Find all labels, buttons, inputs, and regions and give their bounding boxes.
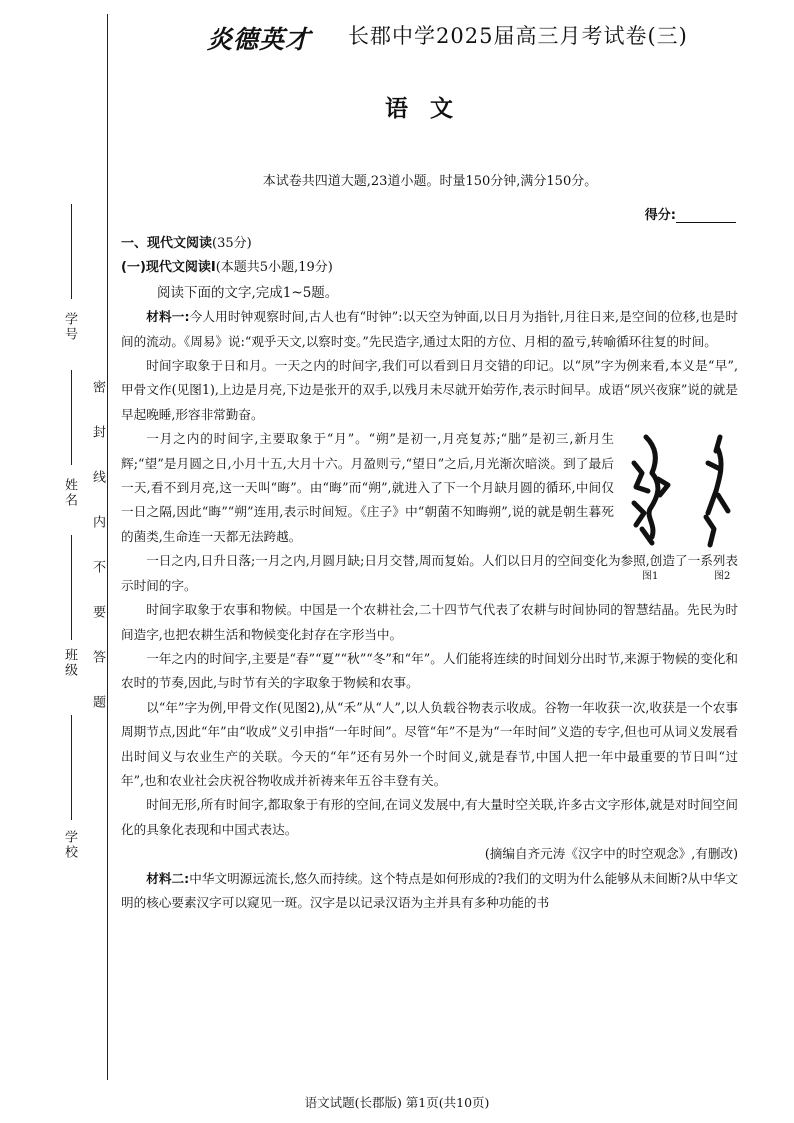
paragraph: 时间字取象于农事和物候。中国是一个农耕社会,二十四节气代表了农耕与时间协同的智慧结晶。先民为时间造字,也把农耕生活和物候变化封存在字形当中。 [121,602,738,642]
school-label: 学校 [62,830,77,860]
name-underline [71,370,72,465]
exam-title: 长郡中学2025届高三月考试卷(三) [348,24,688,48]
figure-1-glyph [634,437,668,543]
main-content [121,232,738,915]
section-score: (35分) [212,236,252,251]
paragraph: 一年之内的时间字,主要是“春”“夏”“秋”“冬”和“年”。人们能将连续的时间划分出时节,来源于物候的变化和农时的节奏,因此,与时节有关的字取象于物候和农事。 [121,650,738,691]
figure-1-label: 图1 [642,571,659,583]
brand-logo-text: 炎德英才 [207,25,312,54]
paragraph: 时间字取象于日和月。一天之内的时间字,我们可以看到日月交错的印记。以“夙”字为例来看,本义是“早”,甲骨文作(见图1),上边是月亮,下边是张开的双手,以残月未尽就开始劳作,表示时间早。成语“夙兴夜寐”说的就是早起晚睡,形容非常勤奋。 [121,358,738,422]
subsection-score: (本题共5小题,19分) [215,260,333,276]
material-two-label: 材料二: [146,870,190,886]
reading-prompt: 阅读下面的文字,完成1~5题。 [157,284,339,301]
subsection-heading [121,256,738,280]
class-underline [71,535,72,640]
oracle-bone-glyphs-image [628,433,742,561]
paragraph: 以“年”字为例,甲骨文作(见图2),从“禾”从“人”,以人负载谷物表示收成。谷物一年收获一次,收获是一个农事周期节点,因此“年”由“收成”义引申指“一年时间”。尽管“年”不是为“一年时间”义造的专字,但也可从词义发展看出时间义与农业生产的关联。今天的“年”还有另外一个时间义,就是春节,中国人把一年中最重要的节日叫“过年”,也和农业社会庆祝谷物收成并祈祷来年五谷丰登有关。 [121,699,738,788]
paragraph-text: 今人用时钟观察时间,古人也有“时钟”:以天空为钟面,以日月为指针,月往日来,是空间的位移,也是时间的流动。《周易》说:“观乎天文,以察时变。”先民造字,通过太阳的方位、月相的盈亏,转喻循环往复的时间。 [121,309,738,349]
figure-2-label: 图2 [714,571,731,583]
binding-margin-line [107,14,108,1080]
score-field [645,204,736,223]
section-title: 一、现代文阅读 [121,236,213,251]
oracle-bone-figures [628,433,742,583]
student-id-label: 学号 [62,312,77,342]
figure-2-glyph [706,437,728,545]
score-label: 得分: [644,208,676,223]
exam-instructions: 本试卷共四道大题,23道小题。时量150分钟,满分150分。 [262,174,598,189]
school-underline [71,715,72,820]
paragraph-text: 中华文明源远流长,悠久而持续。这个特点是如何形成的?我们的文明为什么能够从未间断?从中华文明的核心要素汉字可以窥见一斑。汉字是以记录汉语为主并具有多种功能的书 [121,870,738,910]
paragraph [121,867,738,916]
section-heading [121,232,738,256]
score-blank [676,208,736,223]
subject-title: 语文 [385,96,475,122]
paragraph: 一月之内的时间字,主要取象于“月”。“朔”是初一,月亮复苏;“朏”是初三,新月生辉;“望”是月圆之日,小月十五,大月十六。月盈则亏,“望日”之后,月光渐次暗淡。到了最后一天,看不到月亮,这一天叫“晦”。由“晦”而“朔”,就进入了下一个月缺月圆的循环,中间仅一日之隔,因此“晦”“朔”连用,表示时间短。《庄子》中“朝菌不知晦朔”,说的就是朝生暮死的菌类,生命连一天都无法跨越。 [121,431,614,544]
paragraph: 一日之内,日升日落;一月之内,月圆月缺;日月交替,周而复始。人们以日月的空间变化为参照,创造了一系列表示时间的字。 [121,553,738,593]
material-one-label: 材料一: [146,309,190,325]
source-citation: (摘编自齐元涛《汉字中的时空观念》,有删改) [484,846,738,862]
name-label: 姓名 [62,478,77,508]
student-id-underline [71,204,72,299]
paragraph [121,305,738,354]
class-label: 班级 [62,648,77,678]
seal-line-notice: 密封线内不要答题 [90,380,105,740]
subsection-title: (一)现代文阅读Ⅰ [121,260,216,276]
paragraph: 时间无形,所有时间字,都取象于有形的空间,在词义发展中,有大量时空关联,许多古文字形体,就是对时间空间化的具象化表现和中国式表达。 [121,797,738,837]
page-footer: 语文试题(长郡版) 第1页(共10页) [304,1095,490,1110]
